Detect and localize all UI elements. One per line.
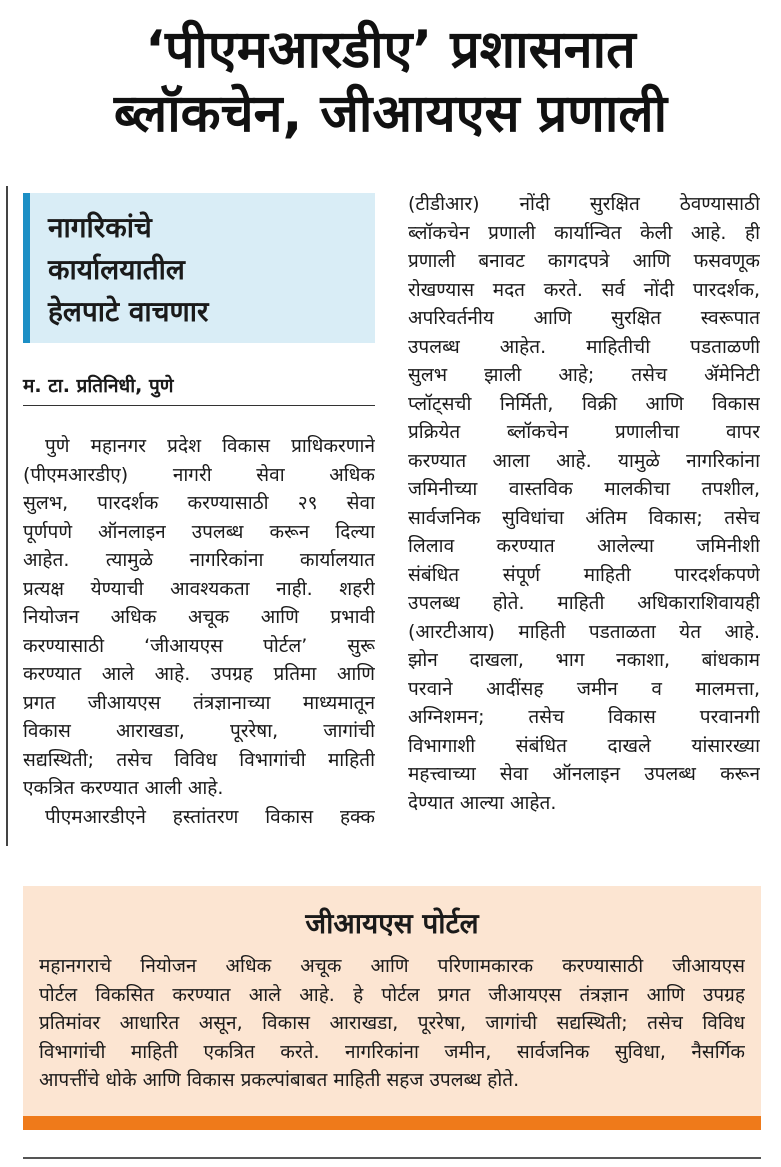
article-line: प्लॉट्सची निर्मिती, विक्री आणि विकास: [408, 392, 760, 415]
article-line: ब्लॉकचेन प्रणाली कार्यान्वित केली आहे. ही: [408, 221, 760, 244]
article-line: अग्निशमन; तसेच विकास परवानगी: [408, 706, 760, 728]
article-line: (आरटीआय) माहिती पडताळता येत आहे.: [408, 620, 760, 643]
article-line: उपलब्ध होते. माहिती अधिकाराशिवायही: [408, 592, 760, 614]
article-line: देण्यात आल्या आहेत.: [408, 791, 557, 814]
article-line: संबंधित संपूर्ण माहिती पारदर्शकपणे: [408, 563, 760, 586]
article-line: नियोजन अधिक अचूक आणि प्रभावी: [23, 606, 375, 628]
article-line: सुलभ, पारदर्शक करण्यासाठी २९ सेवा: [23, 492, 375, 514]
article-line: सार्वजनिक सुविधांचा अंतिम विकास; तसेच: [408, 506, 760, 529]
article-line: अपरिवर्तनीय आणि सुरक्षित स्वरूपात: [408, 307, 760, 329]
headline: [0, 18, 781, 146]
box-line: आपत्तींचे धोके आणि विकास प्रकल्पांबाबत माहिती सहज उपलब्ध होते.: [39, 1069, 520, 1091]
article-line: करण्यासाठी ‘जीआयएस पोर्टल’ सुरू: [23, 634, 375, 657]
article-line: सुलभ झाली आहे; तसेच ॲमेनिटी: [408, 364, 760, 386]
subheading-line-3: हेलपाटे वाचणार: [48, 295, 209, 328]
article-line: करण्यात आला आहे. यामुळे नागरिकांना: [408, 449, 760, 472]
article-line: पीएमआरडीएने हस्तांतरण विकास हक्क: [45, 805, 375, 828]
article-line: एकत्रित करण्यात आली आहे.: [23, 777, 224, 799]
gis-portal-box: [23, 886, 761, 1130]
article-line: पूर्णपणे ऑनलाइन उपलब्ध करून दिल्या: [23, 520, 375, 543]
article-line: रोखण्यास मदत करते. सर्व नोंदी पारदर्शक,: [408, 278, 760, 301]
article-line: पुणे महानगर प्रदेश विकास प्राधिकरणाने: [45, 435, 375, 457]
article-line: झोन दाखला, भाग नकाशा, बांधकाम: [408, 649, 760, 671]
box-line: विभागांची माहिती एकत्रित करते. नागरिकांना जमीन, सार्वजनिक सुविधा, नैसर्गिक: [39, 1040, 745, 1063]
article-line: महत्त्वाच्या सेवा ऑनलाइन उपलब्ध करून: [408, 763, 760, 785]
subheading-line-2: कार्यालयातील: [48, 253, 185, 286]
headline-line-1: ‘पीएमआरडीए’ प्रशासनात: [145, 20, 636, 80]
article-right-column: [408, 190, 760, 817]
box-body: [39, 952, 745, 1095]
article-line: प्रक्रियेत ब्लॉकचेन प्रणालीचा वापर: [408, 421, 760, 443]
byline: म. टा. प्रतिनिधी, पुणे: [23, 375, 174, 397]
bottom-divider: [23, 1157, 761, 1159]
article-line: (टीडीआर) नोंदी सुरक्षित ठेवण्यासाठी: [408, 193, 760, 215]
article-line: प्रणाली बनावट कागदपत्रे आणि फसवणूक: [408, 250, 760, 272]
box-line: पोर्टल विकसित करण्यात आले आहे. हे पोर्टल प्रगत जीआयएस तंत्रज्ञान आणि उपग्रह: [39, 983, 745, 1006]
byline-divider: [23, 405, 375, 406]
subheading-line-1: नागरिकांचे: [48, 211, 152, 244]
article-line: उपलब्ध आहेत. माहितीची पडताळणी: [408, 335, 760, 358]
article-line: सद्यस्थिती; तसेच विविध विभागांची माहिती: [23, 748, 375, 771]
article-line: परवाने आदींसह जमीन व मालमत्ता,: [408, 677, 760, 700]
box-bottom-bar: [23, 1116, 761, 1130]
article-line: लिलाव करण्यात आलेल्या जमिनीशी: [408, 535, 760, 557]
box-line: महानगराचे नियोजन अधिक अचूक आणि परिणामकारक करण्यासाठी जीआयएस: [39, 955, 745, 977]
article-line: (पीएमआरडीए) नागरी सेवा अधिक: [23, 463, 375, 486]
article-line: विभागाशी संबंधित दाखले यांसारख्या: [408, 734, 760, 757]
article-line: जमिनीच्या वास्तविक मालकीचा तपशील,: [408, 478, 760, 500]
subheading-box: [23, 193, 375, 343]
article-line: करण्यात आले आहे. उपग्रह प्रतिमा आणि: [23, 663, 375, 685]
left-margin-rule: [6, 186, 8, 846]
box-line: प्रतिमांवर आधारित असून, विकास आराखडा, पूररेषा, जागांची सद्यस्थिती; तसेच विविध: [39, 1012, 745, 1034]
box-title: जीआयएस पोर्टल: [305, 907, 479, 940]
article-line: विकास आराखडा, पूररेषा, जागांची: [23, 720, 375, 742]
headline-line-2: ब्लॉकचेन, जीआयएस प्रणाली: [113, 84, 668, 144]
article-left-column: [23, 432, 375, 831]
article-line: प्रत्यक्ष येण्याची आवश्यकता नाही. शहरी: [23, 577, 375, 600]
article-line: आहेत. त्यामुळे नागरिकांना कार्यालयात: [23, 549, 375, 571]
article-line: प्रगत जीआयएस तंत्रज्ञानाच्या माध्यमातून: [23, 691, 375, 714]
